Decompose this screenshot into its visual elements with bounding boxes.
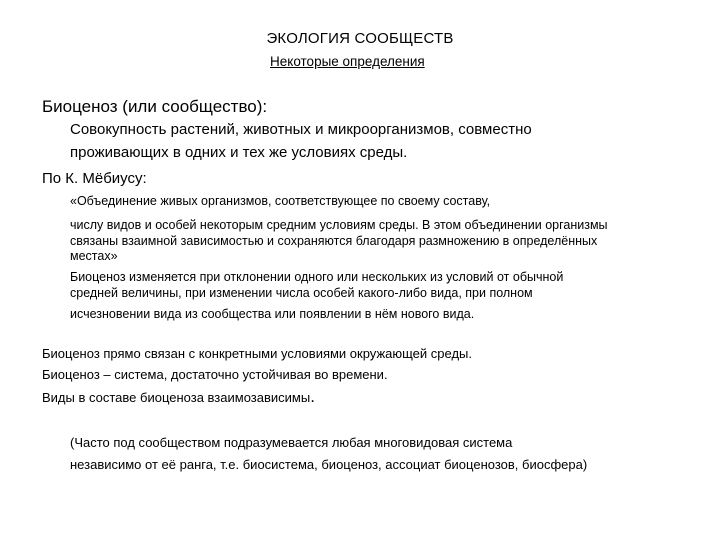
mobius-quote-line: числу видов и особей некоторым средним условиям среды. В этом объединении организмы (70, 218, 608, 232)
definition-heading: Биоценоз (или сообщество): (42, 97, 268, 116)
note-line: независимо от её ранга, т.е. биосистема, биоценоз, ассоциат биоценозов, биосфера) (70, 457, 588, 472)
page-title: ЭКОЛОГИЯ СООБЩЕСТВ (266, 30, 454, 47)
statement-period: . (310, 387, 315, 406)
mobius-heading: По К. Мёбиусу: (42, 170, 147, 187)
statement-interdependence (42, 387, 315, 407)
statement-conditions: Биоценоз прямо связан с конкретными условиями окружающей среды. (42, 346, 472, 361)
mobius-change-line: средней величины, при изменении числа особей какого-либо вида, при полном (70, 286, 533, 300)
definition-line: проживающих в одних и тех же условиях среды. (70, 144, 408, 161)
mobius-change-line: Биоценоз изменяется при отклонении одного или нескольких из условий от обычной (70, 270, 564, 284)
page-subtitle: Некоторые определения (270, 54, 425, 69)
statement-system: Биоценоз – система, достаточно устойчивая во времени. (42, 367, 388, 382)
definition-line: Совокупность растений, животных и микроорганизмов, совместно (70, 121, 532, 138)
mobius-change-line: исчезновении вида из сообщества или появлении в нём нового вида. (70, 307, 475, 321)
mobius-quote-line: связаны взаимной зависимостью и сохраняются благодаря размножению в определённых (70, 234, 598, 248)
mobius-quote-line: местах» (70, 249, 118, 263)
statement-text: Виды в составе биоценоза взаимозависимы (42, 390, 311, 405)
note-line: (Часто под сообществом подразумевается любая многовидовая система (70, 435, 513, 450)
mobius-quote-line: «Объединение живых организмов, соответствующее по своему составу, (70, 194, 491, 208)
